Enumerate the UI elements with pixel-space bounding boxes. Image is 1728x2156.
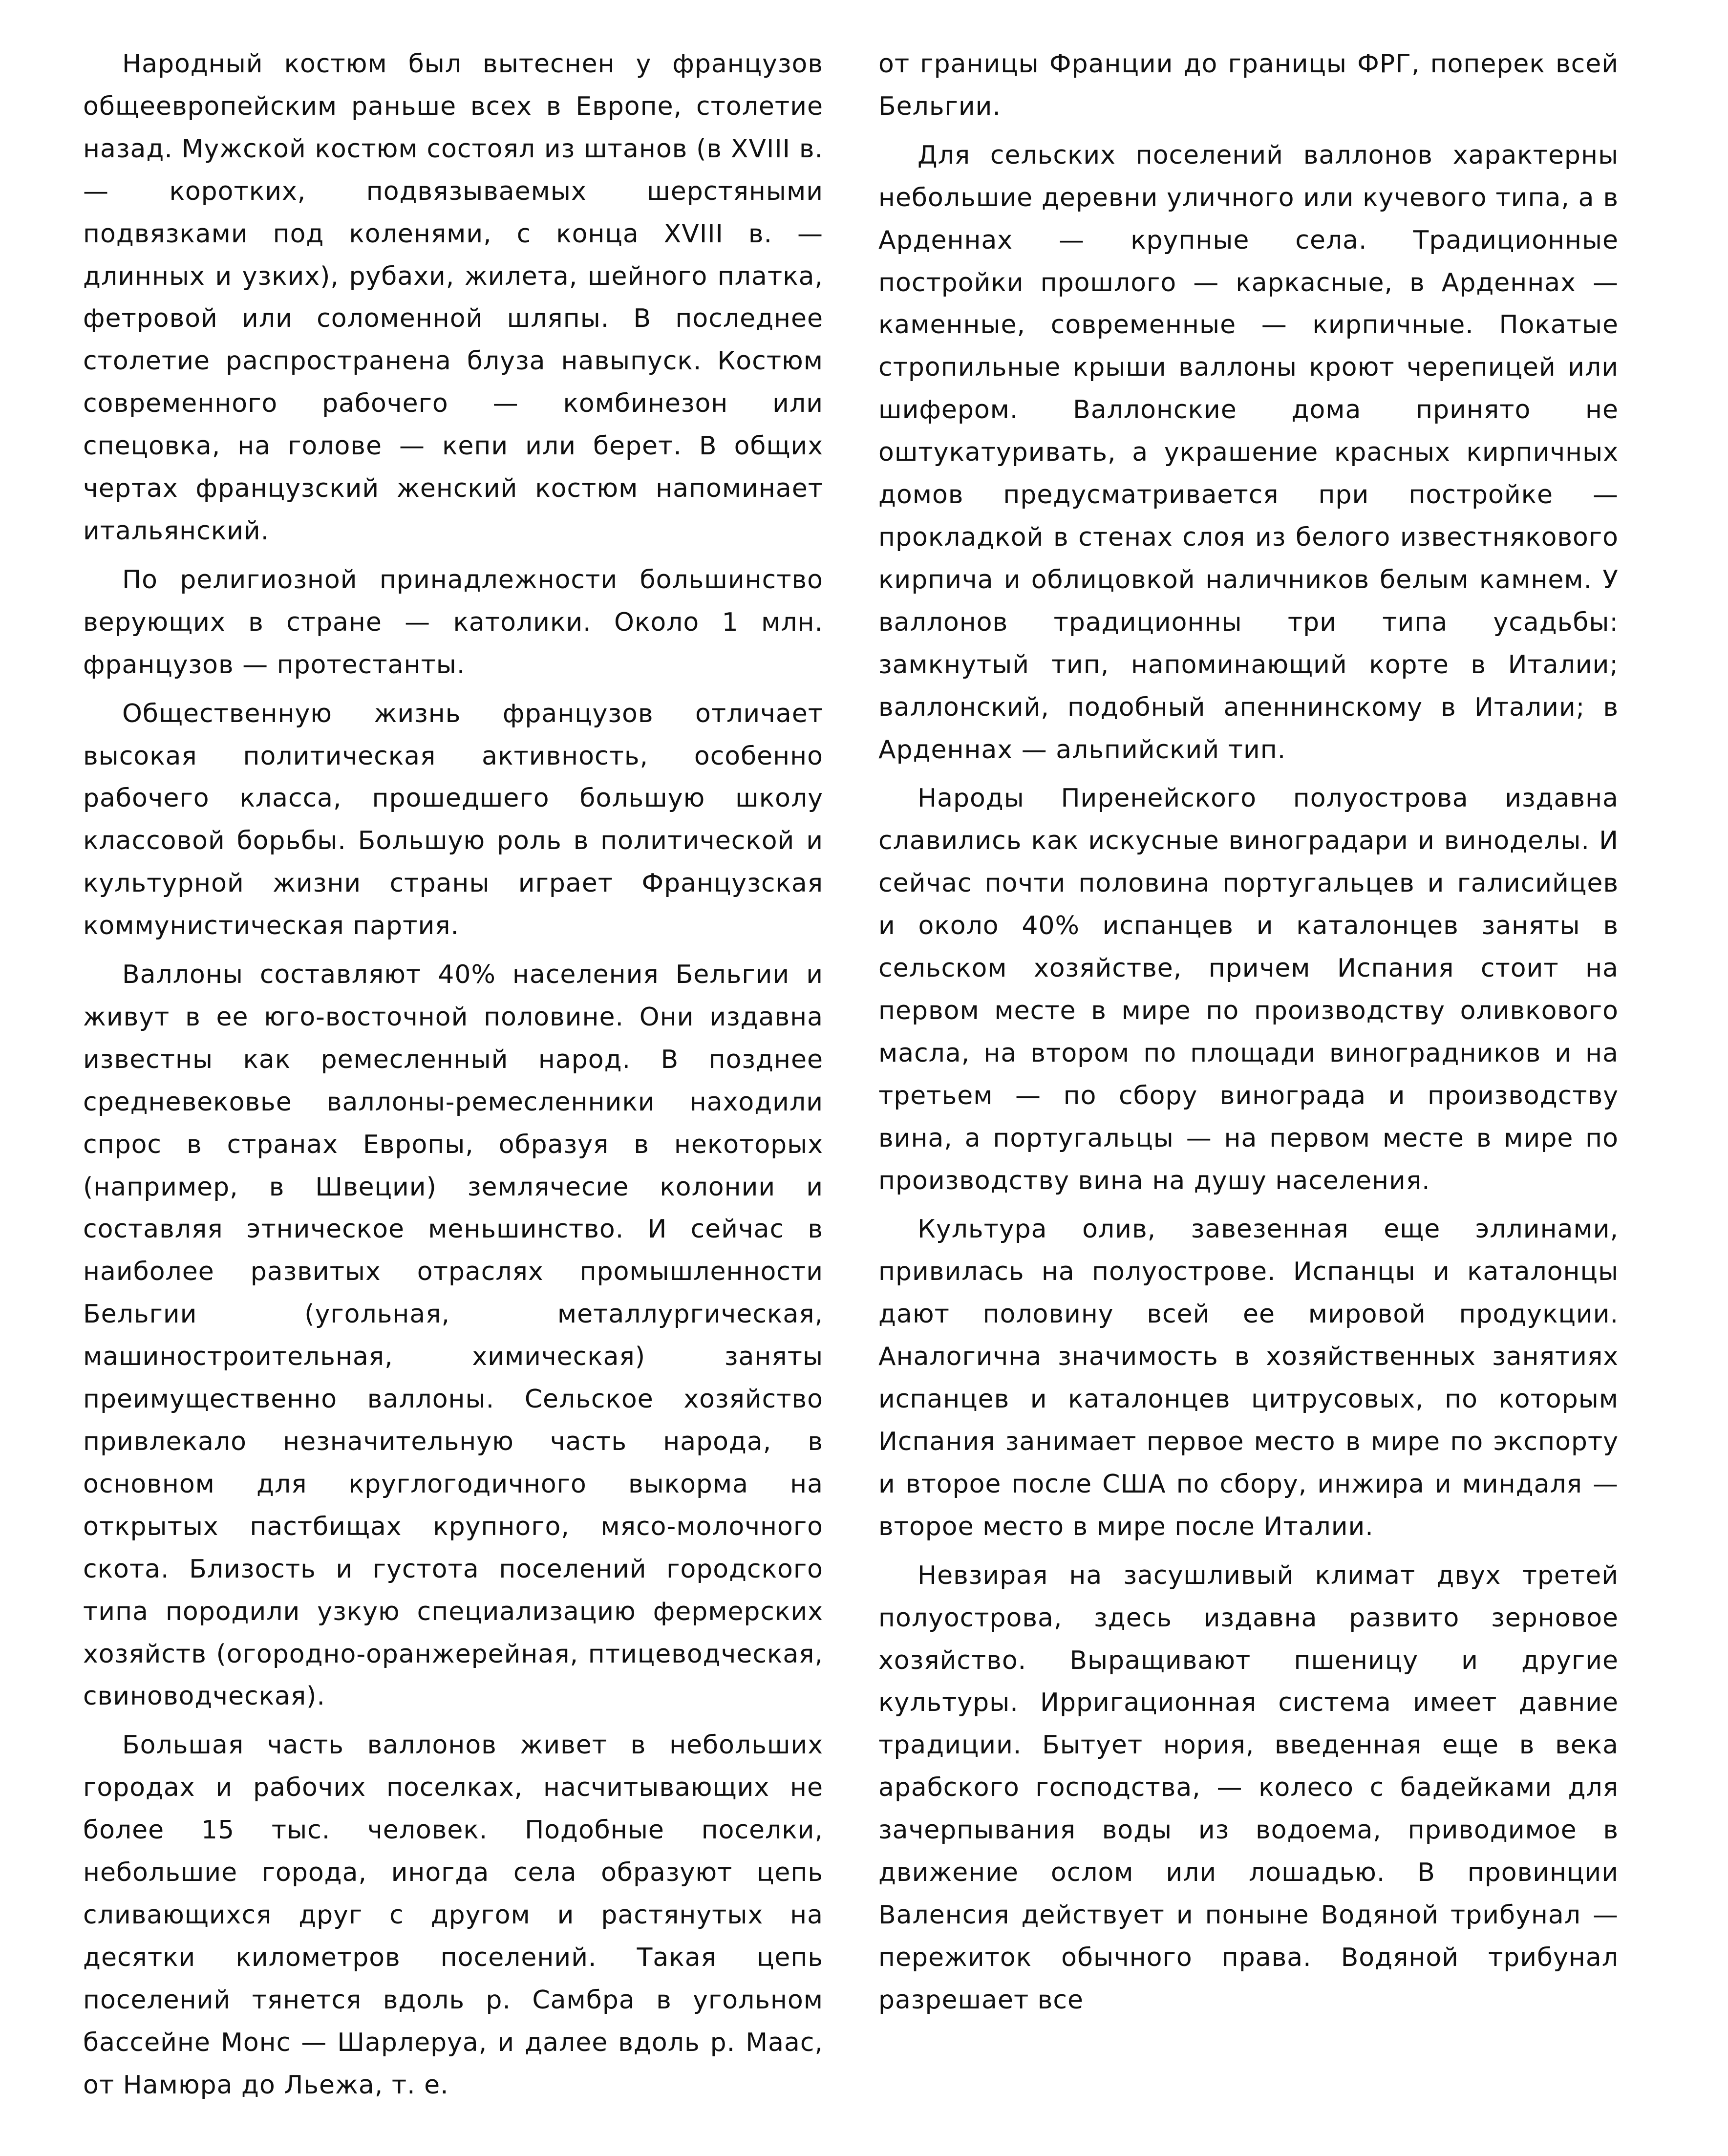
paragraph-olive-culture: Культура олив, завезенная еще эллинами, привилась на полуострове. Испанцы и каталонцы дают половину всей ее мировой продукции. Аналогична значимость в хозяйственных занятиях испанцев и каталонцев цитрусовых, по которым Испания занимает первое место в мире по экспорту и второе после США по сбору, инжира и миндаля — второе место в мире после Италии. — [878, 1215, 1619, 1541]
paragraph-walloon-settlements: Большая часть валлонов живет в небольших городах и рабочих поселках, насчитывающих не более 15 тыс. человек. Подобные поселки, небольшие города, иногда села образуют цепь сливающихся друг с другом и растянутых на десятки километров поселений. Такая цепь поселений тянется вдоль р. Самбра в угольном бассейне Монс — Шарлеруа, и далее вдоль р. Маас, от Намюра до Льежа, т. е. — [83, 1730, 823, 2100]
paragraph-continuation: от границы Франции до границы ФРГ, поперек всей Бельгии. — [878, 49, 1619, 121]
paragraph-rural-settlements: Для сельских поселений валлонов характерны небольшие деревни уличного или кучевого типа, а в Арденнах — крупные села. Традиционные постройки прошлого — каркасные, в Арденнах — каменные, современные — кирпичные. Покатые стропильные крыши валлоны кроют черепицей или шифером. Валлонские дома принято не оштукатуривать, а украшение красных кирпичных домов предусматривается при постройке — прокладкой в стенах слоя из белого известнякового кирпича и облицовкой наличников белым камнем. У валлонов традиционны три типа усадьбы: замкнутый тип, напоминающий корте в Италии; валлонский, подобный апеннинскому в Италии; в Арденнах — альпийский тип. — [878, 140, 1619, 765]
paragraph-folk-costume: Народный костюм был вытеснен у французов общеевропейским раньше всех в Европе, столетие назад. Мужской костюм состоял из штанов (в XVIII в. — коротких, подвязываемых шерстяными подвязками под коленями, с конца XVIII в. — длинных и узких), рубахи, жилета, шейного платка, фетровой или соломенной шляпы. В последнее столетие распространена блуза навыпуск. Костюм современного рабочего — комбинезон или спецовка, на голове — кепи или берет. В общих чертах французский женский костюм напоминает итальянский. — [83, 49, 823, 546]
paragraph-social-life: Общественную жизнь французов отличает высокая политическая активность, особенно рабочего класса, прошедшего большую школу классовой борьбы. Большую роль в политической и культурной жизни страны играет Французская коммунистическая партия. — [83, 699, 823, 941]
paragraph-walloons: Валлоны составляют 40% населения Бельгии и живут в ее юго-восточной половине. Они издавна известны как ремесленный народ. В позднее средневековье валлоны-ремесленники находили спрос в странах Европы, образуя в некоторых (например, в Швеции) землячесие колонии и составляя этническое меньшинство. И сейчас в наиболее развитых отраслях промышленности Бельгии (угольная, металлургическая, машиностроительная, химическая) заняты преимущественно валлоны. Сельское хозяйство привлекало незначительную часть народа, в основном для круглогодичного выкорма на открытых пастбищах крупного, мясо-молочного скота. Близость и густота поселений городского типа породили узкую специализацию фермерских хозяйств (огородно-оранжерейная, птицеводческая, свиноводческая). — [83, 960, 823, 1711]
left-text-column — [83, 43, 823, 2107]
paragraph-iberian-viticulture: Народы Пиренейского полуострова издавна славились как искусные виноградари и виноделы. И сейчас почти половина португальцев и галисийцев и около 40% испанцев и каталонцев заняты в сельском хозяйстве, причем Испания стоит на первом месте в мире по производству оливкового масла, на втором по площади виноградников и на третьем — по сбору винограда и производству вина, а португальцы — на первом месте в мире по производству вина на душу населения. — [878, 784, 1619, 1195]
paragraph-religion: По религиозной принадлежности большинство верующих в стране — католики. Около 1 млн. французов — протестанты. — [83, 565, 823, 680]
paragraph-grain-irrigation: Невзирая на засушливый климат двух третей полуострова, здесь издавна развито зерновое хозяйство. Выращивают пшеницу и другие культуры. Ирригационная система имеет давние традиции. Бытует нория, введенная еще в века арабского господства, — колесо с бадейками для зачерпывания воды из водоема, приводимое в движение ослом или лошадью. В провинции Валенсия действует и поныне Водяной трибунал — пережиток обычного права. Водяной трибунал разрешает все — [878, 1560, 1619, 2015]
right-text-column — [878, 43, 1619, 2022]
